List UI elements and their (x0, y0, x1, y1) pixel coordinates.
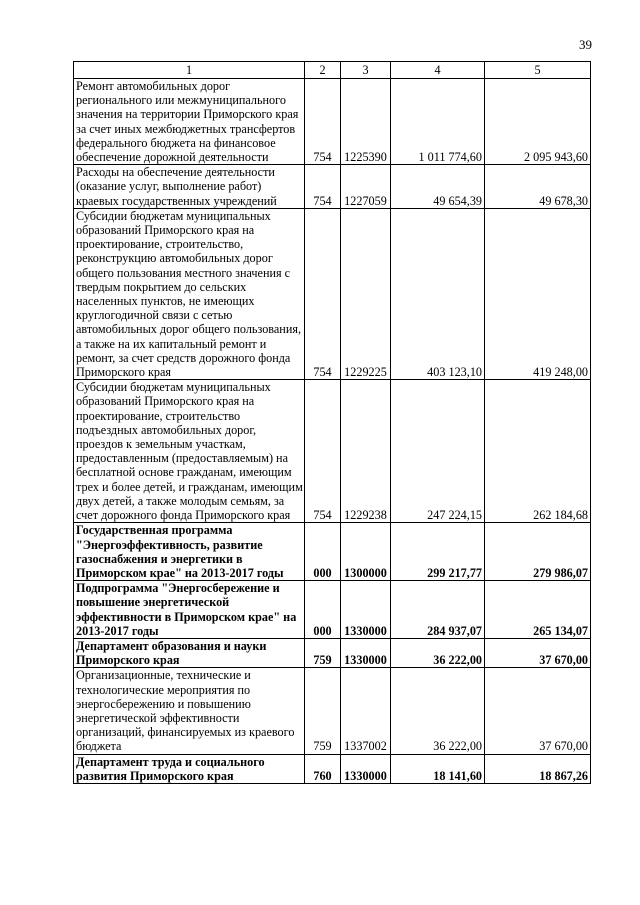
row-name-cell: Государственная программа "Энергоэффективность, развитие газоснабжения и энергетики в Приморском крае" на 2013-2017 годы (74, 523, 305, 581)
budget-code-cell: 1330000 (341, 581, 391, 639)
row-name-cell: Субсидии бюджетам муниципальных образований Приморского края на проектирование, строительство, реконструкцию автомобильных дорог общего пользования местного значения с твердым покрытием до сельских населенных пунктов, не имеющих круглогодичной связи с сетью автомобильных дорог общего пользования, а также на их капитальный ремонт и ремонт, за счет средств дорожного фонда Приморского края (74, 208, 305, 379)
table-row (74, 668, 591, 754)
table-body (74, 79, 591, 784)
ministry-code-cell: 754 (305, 208, 341, 379)
table-row (74, 523, 591, 581)
amount-year1-cell: 1 011 774,60 (391, 79, 485, 165)
amount-year1-cell: 36 222,00 (391, 638, 485, 667)
table-header (74, 62, 591, 79)
row-name-cell: Ремонт автомобильных дорог регионального или межмуниципального значения на территории Приморского края за счет иных межбюджетных трансфертов федерального бюджета на финансовое обеспечение дорожной деятельности (74, 79, 305, 165)
header-cell: 1 (74, 62, 305, 79)
amount-year2-cell: 2 095 943,60 (485, 79, 591, 165)
ministry-code-cell: 759 (305, 638, 341, 667)
budget-code-cell: 1330000 (341, 754, 391, 783)
amount-year1-cell: 299 217,77 (391, 523, 485, 581)
amount-year2-cell: 37 670,00 (485, 638, 591, 667)
row-name-cell: Организационные, технические и технологические мероприятия по энергосбережению и повышению энергетической эффективности организаций, финансируемых из краевого бюджета (74, 668, 305, 754)
amount-year2-cell: 49 678,30 (485, 165, 591, 209)
amount-year2-cell: 37 670,00 (485, 668, 591, 754)
header-cell: 3 (341, 62, 391, 79)
row-name-cell: Субсидии бюджетам муниципальных образований Приморского края на проектирование, строительство подъездных автомобильных дорог, проездов к земельным участкам, предоставленным (предоставляемым) на бесплатной основе гражданам, имеющим трех и более детей, и гражданам, имеющим двух детей, а также молодым семьям, за счет дорожного фонда Приморского края (74, 380, 305, 523)
table-row (74, 79, 591, 165)
header-cell: 4 (391, 62, 485, 79)
amount-year2-cell: 265 134,07 (485, 581, 591, 639)
header-cell: 5 (485, 62, 591, 79)
row-name-cell: Расходы на обеспечение деятельности (оказание услуг, выполнение работ) краевых государственных учреждений (74, 165, 305, 209)
amount-year1-cell: 18 141,60 (391, 754, 485, 783)
ministry-code-cell: 759 (305, 668, 341, 754)
ministry-code-cell: 754 (305, 79, 341, 165)
header-cell: 2 (305, 62, 341, 79)
ministry-code-cell: 754 (305, 380, 341, 523)
budget-code-cell: 1229238 (341, 380, 391, 523)
budget-code-cell: 1337002 (341, 668, 391, 754)
table-row (74, 754, 591, 783)
amount-year1-cell: 403 123,10 (391, 208, 485, 379)
row-name-cell: Подпрограмма "Энергосбережение и повышение энергетической эффективности в Приморском крае" на 2013-2017 годы (74, 581, 305, 639)
budget-code-cell: 1225390 (341, 79, 391, 165)
page-number: 39 (579, 37, 592, 52)
table-row (74, 165, 591, 209)
header-row (74, 62, 591, 79)
row-name-cell: Департамент труда и социального развития Приморского края (74, 754, 305, 783)
budget-code-cell: 1330000 (341, 638, 391, 667)
amount-year2-cell: 18 867,26 (485, 754, 591, 783)
table-row (74, 581, 591, 639)
amount-year1-cell: 36 222,00 (391, 668, 485, 754)
row-name-cell: Департамент образования и науки Приморского края (74, 638, 305, 667)
amount-year2-cell: 419 248,00 (485, 208, 591, 379)
budget-code-cell: 1229225 (341, 208, 391, 379)
budget-table (73, 61, 591, 784)
amount-year1-cell: 247 224,15 (391, 380, 485, 523)
amount-year2-cell: 262 184,68 (485, 380, 591, 523)
budget-code-cell: 1300000 (341, 523, 391, 581)
amount-year2-cell: 279 986,07 (485, 523, 591, 581)
budget-code-cell: 1227059 (341, 165, 391, 209)
table-row (74, 380, 591, 523)
ministry-code-cell: 760 (305, 754, 341, 783)
amount-year1-cell: 49 654,39 (391, 165, 485, 209)
table-row (74, 638, 591, 667)
ministry-code-cell: 754 (305, 165, 341, 209)
table-row (74, 208, 591, 379)
ministry-code-cell: 000 (305, 523, 341, 581)
amount-year1-cell: 284 937,07 (391, 581, 485, 639)
ministry-code-cell: 000 (305, 581, 341, 639)
